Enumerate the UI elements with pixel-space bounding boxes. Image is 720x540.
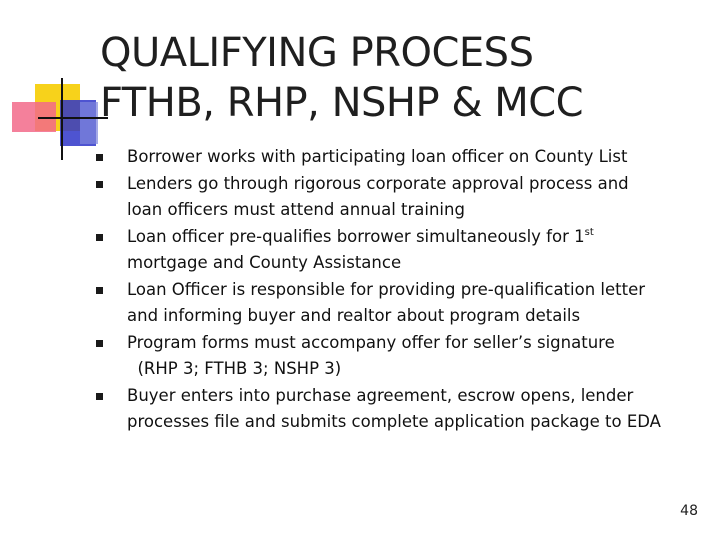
slide-title: [100, 28, 583, 128]
bullet-text-continued: mortgage and County Assistance: [127, 253, 402, 272]
bullet-text-continued: processes file and submits complete application package to EDA: [127, 412, 661, 431]
bullet-text: Loan Officer is responsible for providing pre-qualification letter: [127, 279, 646, 299]
slide-title-line-1: QUALIFYING PROCESS: [100, 30, 534, 76]
bullet-square-icon: [96, 234, 103, 241]
bullet-text-continued: (RHP 3; FTHB 3; NSHP 3): [127, 359, 342, 378]
bullet-item: [90, 144, 700, 171]
bullet-square-icon: [96, 393, 103, 400]
bullet-item: [90, 171, 700, 224]
bullet-square-icon: [96, 340, 103, 347]
bullet-item: [90, 224, 700, 277]
ordinal-superscript: st: [584, 226, 594, 238]
bullet-list: [90, 144, 700, 436]
bullet-item: [90, 330, 700, 383]
bullet-text: Loan officer pre-qualifies borrower simultaneously for 1: [127, 226, 585, 246]
bullet-text: Lenders go through rigorous corporate approval process and: [127, 173, 629, 193]
bullet-text: Program forms must accompany offer for seller’s signature: [127, 332, 615, 352]
bullet-square-icon: [96, 181, 103, 188]
decor-horizontal-line: [38, 117, 108, 119]
bullet-text: Buyer enters into purchase agreement, escrow opens, lender: [127, 385, 634, 405]
bullet-square-icon: [96, 154, 103, 161]
decor-blue-overlay: [80, 102, 98, 144]
bullet-square-icon: [96, 287, 103, 294]
page-number: 48: [680, 503, 698, 519]
slide-title-line-2: FTHB, RHP, NSHP & MCC: [100, 80, 584, 126]
bullet-item: [90, 383, 700, 436]
bullet-item: [90, 277, 700, 330]
bullet-text: Borrower works with participating loan officer on County List: [127, 147, 628, 166]
bullet-text-continued: loan officers must attend annual training: [127, 200, 465, 219]
decor-vertical-line: [61, 78, 63, 160]
bullet-text-continued: and informing buyer and realtor about program details: [127, 306, 581, 325]
